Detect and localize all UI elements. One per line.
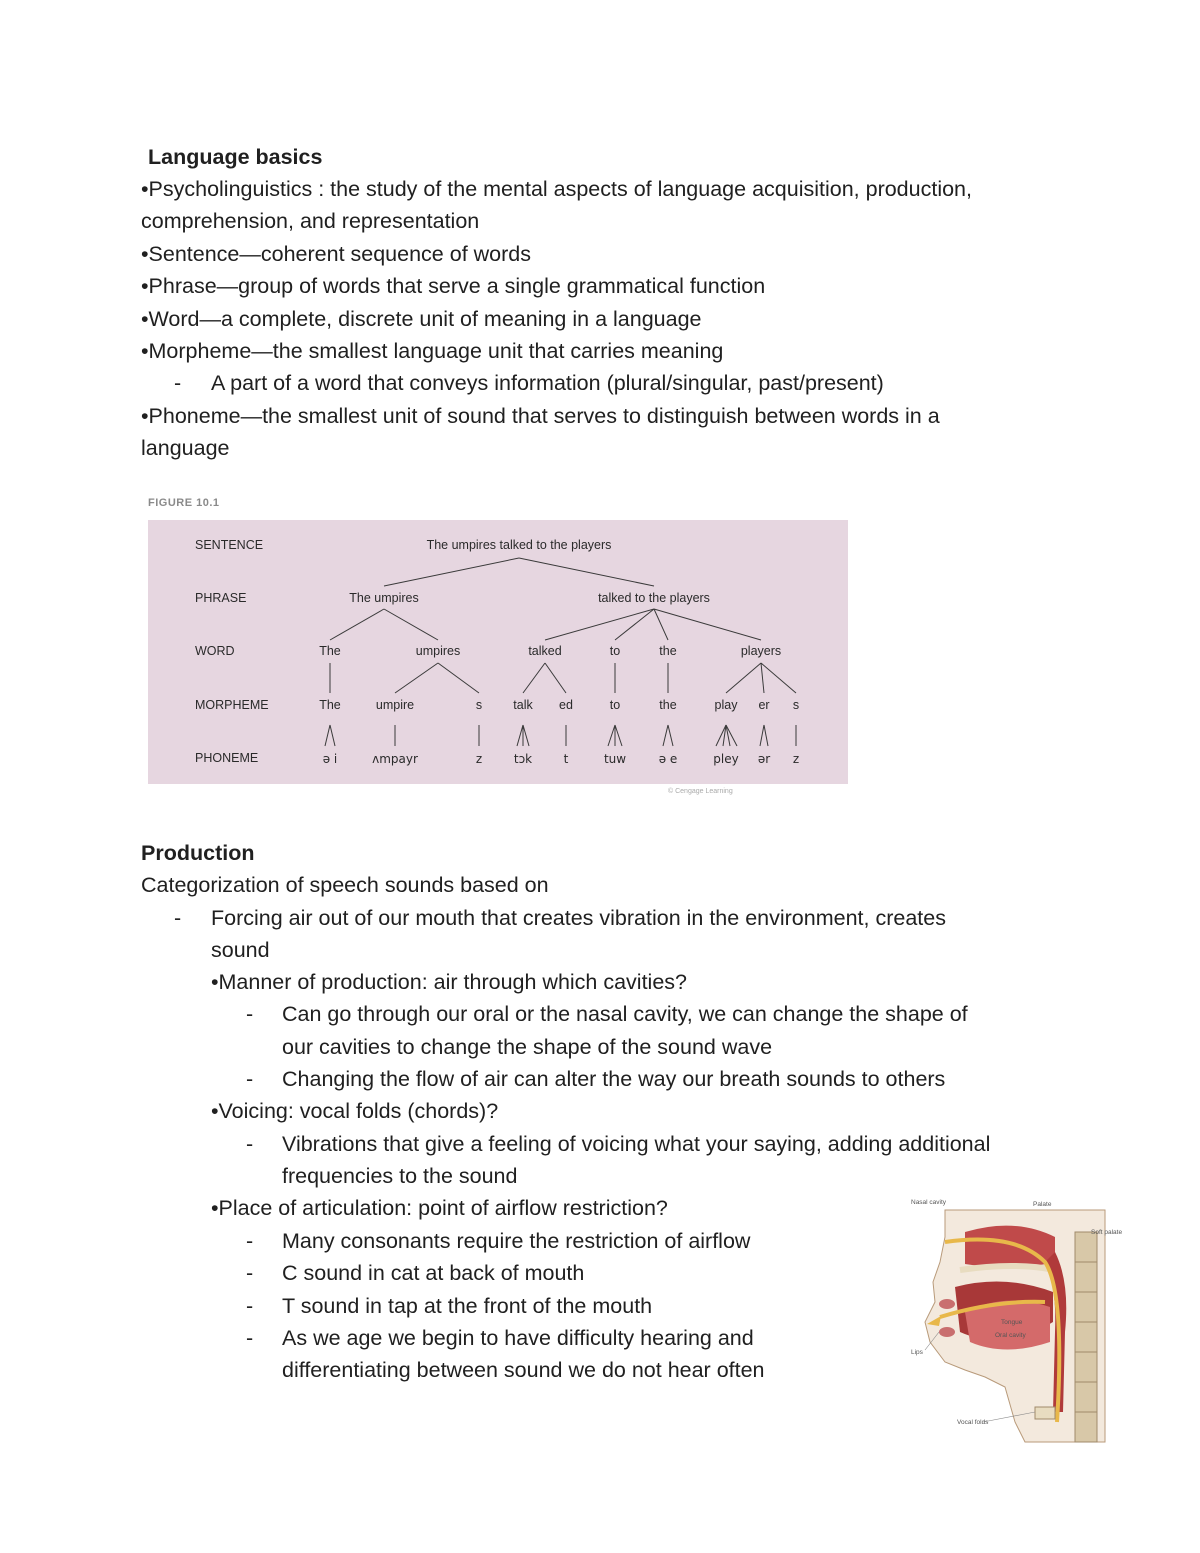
figure-credit: © Cengage Learning [668, 788, 733, 795]
tree-morpheme: talk [513, 698, 533, 712]
tree-morpheme: s [792, 698, 800, 712]
anatomy-label: Soft palate [1091, 1229, 1123, 1236]
production-line: Forcing air out of our mouth that creates vibration in the environment, creates [211, 906, 946, 930]
edge [545, 663, 566, 693]
tree-phoneme: pley [713, 752, 739, 766]
edge [545, 609, 654, 640]
tree-phoneme: z [792, 752, 800, 766]
edge [668, 725, 673, 746]
bullet-dash: - [246, 1229, 254, 1253]
tree-morpheme: play [714, 698, 738, 712]
tree-word: to [609, 644, 621, 658]
edge [663, 725, 668, 746]
section-title-language-basics: Language basics [148, 145, 323, 169]
edge [654, 609, 761, 640]
tree-phoneme: t [563, 752, 569, 766]
section-title-production: Production [141, 841, 255, 865]
tree-phoneme: z [475, 752, 483, 766]
edge [395, 663, 438, 693]
tree-phoneme: tɔk [513, 752, 533, 766]
level-label-sentence: SENTENCE [195, 538, 264, 552]
edge [519, 558, 654, 586]
edge [523, 663, 545, 693]
edge [761, 663, 796, 693]
place-of-articulation: •Place of articulation: point of airflow restriction? [211, 1196, 668, 1220]
tree-morpheme: ed [559, 698, 573, 712]
bullet-dash: - [246, 1294, 254, 1318]
edge [330, 725, 335, 746]
production-line: Vibrations that give a feeling of voicing what your saying, adding additional [282, 1132, 991, 1156]
def-sentence: •Sentence—coherent sequence of words [141, 242, 531, 266]
edge [608, 725, 615, 746]
voicing: •Voicing: vocal folds (chords)? [211, 1099, 499, 1123]
edge [438, 663, 479, 693]
upper-lip [939, 1299, 955, 1309]
edge [325, 725, 330, 746]
tree-word: umpires [415, 644, 461, 658]
bullet-dash: - [246, 1002, 254, 1026]
tree-morpheme: the [659, 698, 677, 712]
def-phoneme: •Phoneme—the smallest unit of sound that serves to distinguish between words in a [141, 404, 940, 428]
edge [764, 725, 768, 746]
tree-phoneme: ə i [322, 752, 338, 766]
edge [384, 609, 438, 640]
production-line: differentiating between sound we do not hear often [282, 1358, 765, 1382]
edge [760, 725, 764, 746]
edge [615, 725, 622, 746]
edge [654, 609, 668, 640]
bullet-dash: - [174, 906, 182, 930]
tree-word: the [659, 644, 677, 658]
tree-word: The [319, 644, 341, 658]
production-line: As we age we begin to have difficulty hearing and [282, 1326, 754, 1350]
production-intro: Categorization of speech sounds based on [141, 873, 549, 897]
vocal-tract-illustration [905, 1192, 1137, 1462]
tree-word: talked [528, 644, 562, 658]
def-morpheme: •Morpheme—the smallest language unit that carries meaning [141, 339, 724, 363]
def-psycholinguistics: •Psycholinguistics : the study of the mental aspects of language acquisition, production, [141, 177, 972, 201]
spine [1075, 1232, 1097, 1442]
production-line: T sound in tap at the front of the mouth [282, 1294, 653, 1318]
tree-phrase-1: The umpires [349, 591, 419, 605]
anatomy-label: Vocal folds [957, 1419, 989, 1426]
anatomy-label: Nasal cavity [911, 1199, 947, 1206]
lower-lip [939, 1327, 955, 1337]
def-phoneme-cont: language [141, 436, 230, 460]
anatomy-label: Oral cavity [995, 1332, 1026, 1339]
tree-morpheme: er [758, 698, 770, 712]
tree-sentence: The umpires talked to the players [426, 538, 612, 552]
level-label-phrase: PHRASE [195, 591, 247, 605]
production-line: our cavities to change the shape of the sound wave [282, 1035, 773, 1059]
def-phrase: •Phrase—group of words that serve a single grammatical function [141, 274, 766, 298]
language-hierarchy-tree [148, 520, 848, 784]
manner-of-production: •Manner of production: air through which cavities? [211, 970, 688, 994]
anatomy-label: Palate [1033, 1201, 1052, 1208]
tree-morpheme: s [475, 698, 483, 712]
tree-word: players [740, 644, 782, 658]
anatomy-label: Lips [911, 1349, 923, 1356]
level-label-word: WORD [195, 644, 235, 658]
production-line: C sound in cat at back of mouth [282, 1261, 585, 1285]
tree-phoneme: ʌmpayr [372, 752, 418, 766]
bullet-dash: - [246, 1326, 254, 1350]
production-line: sound [211, 938, 270, 962]
edge [517, 725, 523, 746]
figure-caption: FIGURE 10.1 [148, 497, 220, 509]
tree-phrase-2: talked to the players [598, 591, 710, 605]
level-label-morpheme: MORPHEME [195, 698, 269, 712]
level-label-phoneme: PHONEME [195, 751, 259, 765]
bullet-dash: - [246, 1067, 254, 1091]
tree-phoneme: tuw [603, 752, 627, 766]
edge [761, 663, 764, 693]
def-morpheme-sub: A part of a word that conveys information (plural/singular, past/present) [211, 371, 884, 395]
production-line: frequencies to the sound [282, 1164, 518, 1188]
anatomy-label: Tongue [1001, 1319, 1023, 1326]
tree-phoneme: ə e [658, 752, 678, 766]
production-line: Changing the flow of air can alter the way our breath sounds to others [282, 1067, 946, 1091]
tree-morpheme: The [319, 698, 341, 712]
tree-morpheme: umpire [375, 698, 415, 712]
edge [523, 725, 529, 746]
edge [615, 609, 654, 640]
bullet-dash: - [174, 371, 182, 395]
edge [384, 558, 519, 586]
tree-morpheme: to [609, 698, 621, 712]
larynx [1035, 1407, 1055, 1419]
def-psycholinguistics-cont: comprehension, and representation [141, 209, 480, 233]
tree-phoneme: ər [757, 752, 771, 766]
def-word: •Word—a complete, discrete unit of meaning in a language [141, 307, 702, 331]
production-line: Can go through our oral or the nasal cavity, we can change the shape of [282, 1002, 968, 1026]
bullet-dash: - [246, 1261, 254, 1285]
production-line: Many consonants require the restriction of airflow [282, 1229, 751, 1253]
edge [330, 609, 384, 640]
bullet-dash: - [246, 1132, 254, 1156]
edge [726, 663, 761, 693]
